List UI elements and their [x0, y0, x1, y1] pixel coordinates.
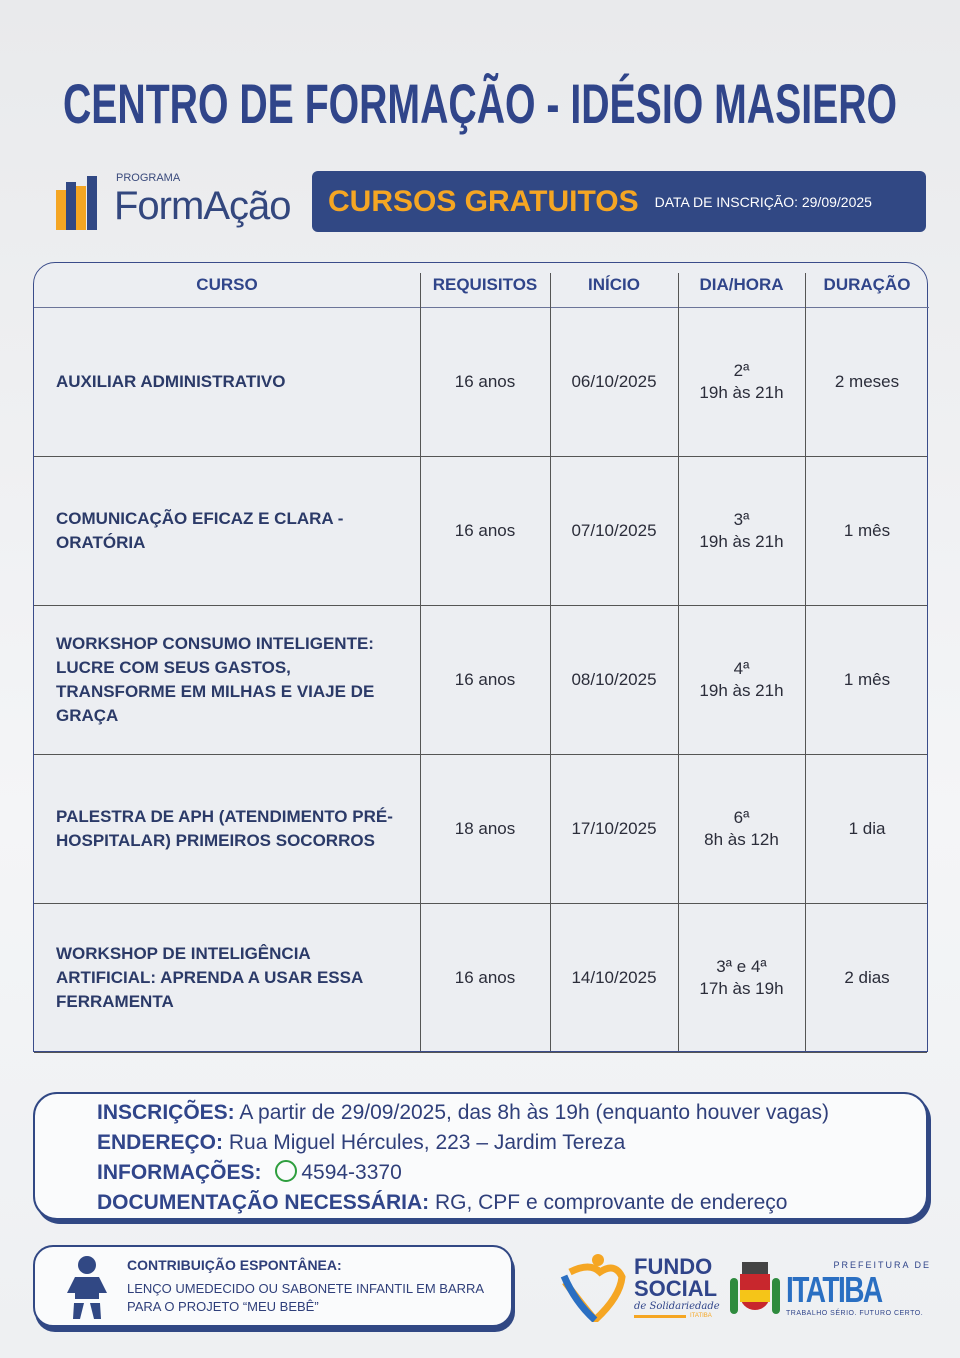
requirement: 16 anos [454, 372, 516, 391]
table-row [34, 755, 927, 904]
logo-program-label: PROGRAMA [116, 172, 181, 184]
column-header: REQUISITOS [420, 263, 550, 308]
weekday: 3ª [733, 510, 750, 529]
requirement: 16 anos [454, 521, 516, 540]
courses-table [33, 262, 928, 1052]
documents: RG, CPF e comprovante de endereço [434, 1191, 788, 1214]
prefeitura-logo [786, 1260, 931, 1318]
contribution-title: CONTRIBUIÇÃO ESPONTÂNEA: [127, 1257, 342, 1273]
table-row [34, 308, 927, 457]
column-header: DIA/HORA [678, 263, 805, 308]
duration: 1 dia [848, 819, 886, 838]
time: 17h às 19h [699, 979, 784, 998]
time: 8h às 12h [704, 830, 779, 849]
label: DOCUMENTAÇÃO NECESSÁRIA: [97, 1191, 430, 1214]
registration-date: DATA DE INSCRIÇÃO: 29/09/2025 [654, 193, 872, 210]
courses-banner [312, 171, 926, 232]
day-time [678, 904, 805, 1052]
course-name: AUXILIAR ADMINISTRATIVO [56, 372, 286, 391]
table-row [34, 904, 927, 1053]
fundo-text: ITATIBA [690, 1313, 712, 1319]
duration: 1 mês [843, 521, 891, 540]
label: INFORMAÇÕES: [97, 1161, 262, 1184]
formacao-logo [56, 168, 301, 232]
course-name: COMUNICAÇÃO EFICAZ E CLARA - ORATÓRIA [56, 509, 344, 552]
label: INSCRIÇÕES: [97, 1101, 235, 1124]
table-row [34, 606, 927, 755]
info-box [33, 1092, 928, 1220]
weekday: 6ª [733, 808, 750, 827]
time: 19h às 21h [699, 681, 784, 700]
column-header: DURAÇÃO [805, 263, 929, 308]
itatiba-crest-icon [730, 1262, 780, 1322]
duration: 1 mês [843, 670, 891, 689]
course-name: WORKSHOP DE INTELIGÊNCIA ARTIFICIAL: APRENDA A USAR ESSA FERRAMENTA [56, 944, 363, 1011]
course-name: WORKSHOP CONSUMO INTELIGENTE: LUCRE COM SEUS GASTOS, TRANSFORME EM MILHAS E VIAJE DE GRAÇA [56, 634, 375, 725]
weekday: 2ª [733, 361, 750, 380]
start-date: 08/10/2025 [571, 670, 657, 689]
fundo-social-logo [560, 1252, 720, 1328]
address: Rua Miguel Hércules, 223 – Jardim Tereza [228, 1131, 626, 1154]
books-icon [56, 174, 104, 230]
duration: 2 dias [844, 968, 890, 987]
fundo-text: de Solidariedade [634, 1301, 720, 1312]
requirement: 16 anos [454, 968, 516, 987]
logo-name: FormAção [114, 184, 291, 228]
contribution-line: LENÇO UMEDECIDO OU SABONETE INFANTIL EM BARRA [127, 1281, 485, 1296]
start-date: 07/10/2025 [571, 521, 657, 540]
label: ENDEREÇO: [97, 1131, 224, 1154]
prefeitura-slogan: TRABALHO SÉRIO. FUTURO CERTO. [786, 1310, 924, 1317]
table-row [34, 457, 927, 606]
column-header: INÍCIO [550, 263, 678, 308]
day-time [678, 308, 805, 456]
fundo-text: FUNDO [634, 1254, 713, 1279]
phone: 4594-3370 [301, 1161, 402, 1184]
contribution-box [33, 1245, 513, 1327]
day-time [678, 606, 805, 754]
column-header: CURSO [34, 263, 420, 308]
contribution-line: PARA O PROJETO “MEU BEBÊ” [127, 1299, 319, 1314]
requirement: 18 anos [454, 819, 516, 838]
baby-icon [65, 1255, 109, 1321]
whatsapp-icon [275, 1160, 297, 1182]
banner-heading: CURSOS GRATUITOS [328, 184, 639, 218]
course-name: PALESTRA DE APH (ATENDIMENTO PRÉ-HOSPITALAR) PRIMEIROS SOCORROS [56, 807, 393, 850]
start-date: 06/10/2025 [571, 372, 657, 391]
registration-info: A partir de 29/09/2025, das 8h às 19h (enquanto houver vagas) [239, 1101, 829, 1124]
prefeitura-name: ITATIBA [786, 1269, 882, 1310]
weekday: 4ª [733, 659, 750, 678]
time: 19h às 21h [699, 532, 784, 551]
heart-hands-icon [560, 1252, 626, 1322]
start-date: 17/10/2025 [571, 819, 657, 838]
fundo-text: SOCIAL [634, 1276, 718, 1301]
weekday: 3ª e 4ª [716, 957, 767, 976]
day-time [678, 755, 805, 903]
duration: 2 meses [834, 372, 900, 391]
page-title: CENTRO DE FORMAÇÃO - IDÉSIO MASIERO [62, 72, 898, 135]
start-date: 14/10/2025 [571, 968, 657, 987]
day-time [678, 457, 805, 605]
prefeitura-label: PREFEITURA DE [833, 1260, 931, 1270]
time: 19h às 21h [699, 383, 784, 402]
requirement: 16 anos [454, 670, 516, 689]
